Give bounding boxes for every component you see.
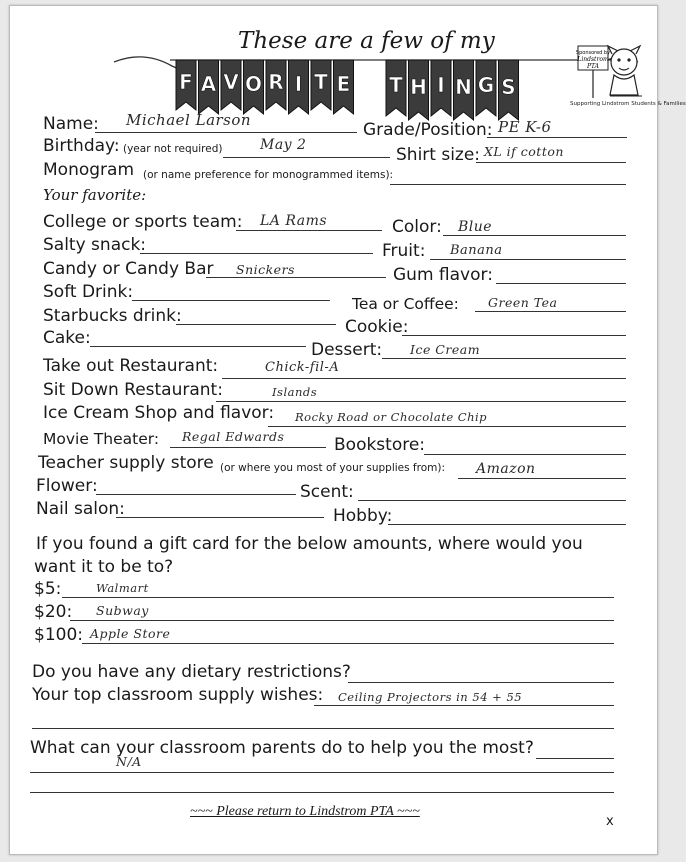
banner-letter: T xyxy=(314,70,328,94)
college-line[interactable] xyxy=(236,230,382,231)
banner-letter: G xyxy=(477,73,495,97)
gift-line-100[interactable] xyxy=(82,643,614,644)
dietary-label: Do you have any dietary restrictions? xyxy=(32,662,351,682)
candy-value: Snickers xyxy=(236,262,295,277)
college-label: College or sports team: xyxy=(43,212,243,232)
your-favorite-heading: Your favorite: xyxy=(43,186,147,204)
movie-line[interactable] xyxy=(170,447,326,448)
gift-value-100: Apple Store xyxy=(90,626,171,641)
banner-letter: I xyxy=(437,73,445,97)
takeout-label: Take out Restaurant: xyxy=(43,356,219,376)
college-value: LA Rams xyxy=(260,213,328,229)
salty-line[interactable] xyxy=(140,253,373,254)
gift-value-20: Subway xyxy=(96,603,149,618)
scent-label: Scent: xyxy=(300,482,354,502)
movie-label: Movie Theater: xyxy=(43,430,160,448)
name-label: Name: xyxy=(43,114,99,134)
name-line[interactable] xyxy=(95,132,357,133)
movie-value: Regal Edwards xyxy=(182,429,285,444)
gum-line[interactable] xyxy=(496,283,626,284)
parents-help-line[interactable] xyxy=(536,758,614,759)
footer-text: ~~~ Please return to Lindstrom PTA ~~~ xyxy=(190,804,420,819)
banner-letter: H xyxy=(410,75,427,99)
birthday-value: May 2 xyxy=(260,137,307,153)
sitdown-value: Islands xyxy=(272,385,318,399)
tea-line[interactable] xyxy=(475,311,626,312)
shirt-label: Shirt size: xyxy=(396,145,481,165)
parents-help-line-2[interactable] xyxy=(30,772,614,773)
birthday-note: (year not required) xyxy=(123,143,223,155)
monogram-label: Monogram xyxy=(43,160,135,180)
teacher-supply-value: Amazon xyxy=(476,461,536,477)
dessert-line[interactable] xyxy=(382,358,626,359)
starbucks-line[interactable] xyxy=(176,324,336,325)
banner-letter: S xyxy=(501,75,516,99)
monogram-line[interactable] xyxy=(390,184,626,185)
banner-letter: T xyxy=(389,73,403,97)
fruit-label: Fruit: xyxy=(382,241,426,261)
tea-value: Green Tea xyxy=(488,295,558,310)
name-value: Michael Larson xyxy=(126,111,252,129)
supply-wishes-line-2[interactable] xyxy=(32,728,614,729)
bookstore-label: Bookstore: xyxy=(334,435,426,455)
banner-letter: A xyxy=(200,72,217,96)
tea-label: Tea or Coffee: xyxy=(352,295,459,313)
gum-label: Gum flavor: xyxy=(393,265,493,285)
grade-label: Grade/Position: xyxy=(363,120,493,140)
cake-label: Cake: xyxy=(43,328,91,348)
parents-help-value: N/A xyxy=(116,754,142,769)
supply-wishes-value: Ceiling Projectors in 54 + 55 xyxy=(338,690,523,704)
pta-mascot-icon xyxy=(574,40,646,106)
header-top-line: These are a few of my xyxy=(238,28,495,54)
takeout-line[interactable] xyxy=(222,378,626,379)
svg-text:PTA: PTA xyxy=(586,63,600,70)
corner-mark: x xyxy=(606,814,614,829)
shirt-line[interactable] xyxy=(476,162,626,163)
banner-pennants-right xyxy=(386,60,519,120)
supply-wishes-label: Your top classroom supply wishes: xyxy=(32,685,324,705)
birthday-label: Birthday: xyxy=(43,136,120,156)
banner-letter: R xyxy=(268,70,284,94)
svg-text:Lindstrom: Lindstrom xyxy=(577,56,609,63)
banner-letter: F xyxy=(179,70,193,94)
nail-line[interactable] xyxy=(116,517,324,518)
parents-help-line-3[interactable] xyxy=(30,792,614,793)
flower-label: Flower: xyxy=(36,476,98,496)
grade-value: PE K-6 xyxy=(498,118,552,136)
banner-letter: N xyxy=(455,75,472,99)
grade-line[interactable] xyxy=(487,137,627,138)
salty-label: Salty snack: xyxy=(43,235,147,255)
shirt-value: XL if cotton xyxy=(484,144,564,159)
flower-line[interactable] xyxy=(96,494,296,495)
bookstore-line[interactable] xyxy=(424,454,626,455)
color-label: Color: xyxy=(392,217,442,237)
teacher-supply-note: (or where you most of your supplies from): xyxy=(220,462,446,474)
sitdown-line[interactable] xyxy=(216,401,626,402)
hobby-line[interactable] xyxy=(388,524,626,525)
hobby-label: Hobby: xyxy=(333,506,393,526)
nail-label: Nail salon: xyxy=(36,499,125,519)
icecream-line[interactable] xyxy=(268,426,626,427)
candy-line[interactable] xyxy=(206,277,386,278)
fruit-value: Banana xyxy=(450,243,503,258)
cake-line[interactable] xyxy=(90,346,306,347)
gift-question-line1: If you found a gift card for the below amounts, where would you xyxy=(36,534,583,554)
banner-pennants-left xyxy=(176,60,354,114)
dietary-line[interactable] xyxy=(348,682,614,683)
icecream-value: Rocky Road or Chocolate Chip xyxy=(295,410,488,424)
candy-label: Candy or Candy Bar xyxy=(43,259,214,279)
sitdown-label: Sit Down Restaurant: xyxy=(43,380,223,400)
icecream-label: Ice Cream Shop and flavor: xyxy=(43,403,275,423)
dessert-label: Dessert: xyxy=(311,340,383,360)
dessert-value: Ice Cream xyxy=(410,342,481,357)
gift-question-line2: want it to be to? xyxy=(34,557,174,577)
gift-amount-100: $100: xyxy=(34,625,83,645)
scent-line[interactable] xyxy=(358,500,626,501)
gift-line-5[interactable] xyxy=(62,597,614,598)
monogram-note: (or name preference for monogrammed items): xyxy=(143,169,394,181)
gift-line-20[interactable] xyxy=(70,620,614,621)
banner-letter: V xyxy=(223,70,239,94)
svg-text:Sponsored by: Sponsored by xyxy=(575,50,611,56)
supply-wishes-line[interactable] xyxy=(314,705,614,706)
teacher-supply-label: Teacher supply store xyxy=(38,453,214,473)
banner-letter: E xyxy=(336,72,351,96)
soft-drink-label: Soft Drink: xyxy=(43,282,134,302)
starbucks-label: Starbucks drink: xyxy=(43,306,182,326)
cookie-label: Cookie: xyxy=(345,317,409,337)
banner-letter: I xyxy=(294,72,303,96)
form-page xyxy=(9,5,686,855)
fruit-line[interactable] xyxy=(430,259,626,260)
color-line[interactable] xyxy=(443,235,626,236)
parents-help-label: What can your classroom parents do to help you the most? xyxy=(30,738,534,758)
gift-amount-20: $20: xyxy=(34,602,73,622)
color-value: Blue xyxy=(458,219,493,235)
gift-amount-5: $5: xyxy=(34,579,62,599)
banner-letter: O xyxy=(244,72,263,96)
teacher-supply-line[interactable] xyxy=(458,478,626,479)
birthday-line[interactable] xyxy=(223,157,390,158)
pta-logo xyxy=(574,40,646,106)
gift-value-5: Walmart xyxy=(96,581,149,595)
cookie-line[interactable] xyxy=(402,335,626,336)
takeout-value: Chick-fil-A xyxy=(265,360,340,375)
logo-caption: Supporting Lindstrom Students & Families xyxy=(570,101,686,107)
soft-drink-line[interactable] xyxy=(132,300,330,301)
